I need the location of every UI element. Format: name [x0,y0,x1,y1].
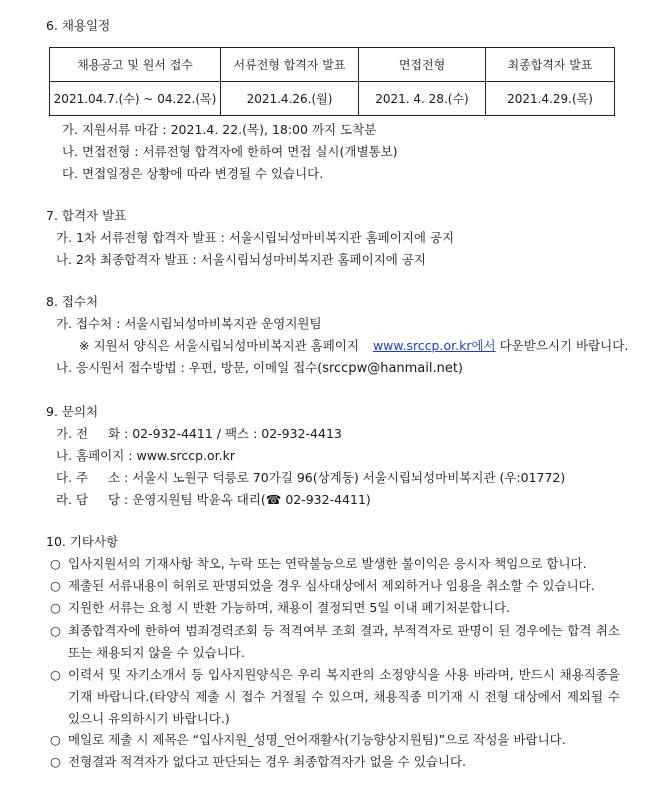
sec7-item-na: 나. 2차 최종합격자 발표 : 서울시립뇌성마비복지관 홈페이지에 공지 [56,252,426,267]
sec10-item-text: 전형결과 적격자가 없다고 판단되는 경우 최종합격자가 없을 수 있습니다. [68,754,467,769]
sec9-item-address: 다. 주 소 : 서울시 노원구 덕릉로 70가길 96(상계동) 서울시립뇌성마비복지관 (우:01772) [56,470,566,485]
bullet-circle-icon: ○ [50,754,61,769]
sec10-item-2 [50,576,595,594]
sec8-note [79,336,628,354]
sec8-item-na [56,358,463,376]
sec10-item-text: 이력서 및 자기소개서 등 입사지원양식은 우리 복지관의 소정양식을 사용 바라며, 반드시 채용직종을 기재 바랍니다.(타양식 제출 시 접수 거절될 수 있으며, 채용직종 미기재 시 전형 대상에서 제외될 수 있으니 유의하시기 바랍니다.) [68,667,620,726]
sec8-item-ga: 가. 접수처 : 서울시립뇌성마비복지관 운영지원팀 [56,316,322,331]
homepage-link[interactable]: www.srccp.or.kr에서 [372,338,496,353]
sec10-item-text: 지원한 서류는 요청 시 반환 가능하며, 채용이 결정되면 5일 이내 폐기처분합니다. [68,600,511,615]
sec6-item-ga: 가. 지원서류 마감 : 2021.4. 22.(목), 18:00 까지 도착분 [62,122,377,137]
table-header-cell: 최종합격자 발표 [486,48,615,82]
table-row [50,48,615,82]
sec8-note-suffix: 다운받으시기 바랍니다. [499,338,629,353]
sec10-item-5 [50,664,620,730]
sec8-item-na-prefix: 나. 응시원서 접수방법 : 우편, 방문, 이메일 접수( [56,360,323,375]
sec10-item-text: 제출된 서류내용이 허위로 판명되었을 경우 심사대상에서 제외하거나 임용을 취소할 수 있습니다. [68,578,595,593]
sec10-item-7 [50,752,466,770]
section-10-title: 10. 기타사항 [46,534,119,549]
table-cell: 2021.4.29.(목) [486,82,615,116]
sec10-item-1 [50,554,587,572]
sec6-item-na: 나. 면접전형 : 서류전형 합격자에 한하여 면접 실시(개별통보) [62,144,398,159]
table-header-cell: 면접전형 [359,48,486,82]
section-8-title: 8. 접수처 [46,294,99,309]
table-header-cell: 채용공고 및 원서 접수 [50,48,221,82]
sec7-item-ga: 가. 1차 서류전형 합격자 발표 : 서울시립뇌성마비복지관 홈페이지에 공지 [56,230,455,245]
bullet-circle-icon: ○ [50,732,61,747]
sec10-item-text: 메일로 제출 시 제목은 “입사지원_성명_언어재활사(기능향상지원팀)”으로 작성을 바랍니다. [68,732,566,747]
sec6-item-da: 다. 면접일정은 상황에 따라 변경될 수 있습니다. [62,166,324,181]
table-cell: 2021. 4. 28.(수) [359,82,486,116]
table-row [50,82,615,116]
sec10-item-text: 입사지원서의 기재사항 착오, 누락 또는 연락불능으로 발생한 불이익은 응시자 책임으로 합니다. [68,556,587,571]
table-cell: 2021.4.26.(월) [221,82,359,116]
sec10-item-text: 최종합격자에 한하여 범죄경력조회 등 적격여부 조회 결과, 부적격자로 판명이 된 경우에는 합격 취소 또는 채용되지 않을 수 있습니다. [68,623,620,660]
sec10-item-6 [50,730,566,748]
sec9-item-homepage: 나. 홈페이지 : www.srccp.or.kr [56,448,235,463]
sec8-note-prefix: ※ 지원서 양식은 서울시립뇌성마비복지관 홈페이지 [79,338,359,353]
bullet-circle-icon: ○ [50,600,61,615]
table-cell: 2021.04.7.(수) ~ 04.22.(목) [50,82,221,116]
sec10-item-4 [50,620,620,664]
email-link[interactable]: srccpw@hanmail.net [322,361,458,376]
section-9-title: 9. 문의처 [46,404,99,419]
sec10-item-3 [50,598,510,616]
sec9-item-phone: 가. 전 화 : 02-932-4411 / 팩스 : 02-932-4413 [56,426,342,441]
bullet-circle-icon: ○ [50,667,61,682]
sec8-item-na-suffix: ) [457,360,463,375]
bullet-circle-icon: ○ [50,556,61,571]
section-6-title: 6. 채용일정 [46,18,111,33]
section-7-title: 7. 합격자 발표 [46,208,127,223]
bullet-circle-icon: ○ [50,623,61,638]
table-header-cell: 서류전형 합격자 발표 [221,48,359,82]
schedule-table [49,47,615,116]
bullet-circle-icon: ○ [50,578,61,593]
sec9-item-contact: 라. 담 당 : 운영지원팀 박윤옥 대리(☎ 02-932-4411) [56,492,371,507]
